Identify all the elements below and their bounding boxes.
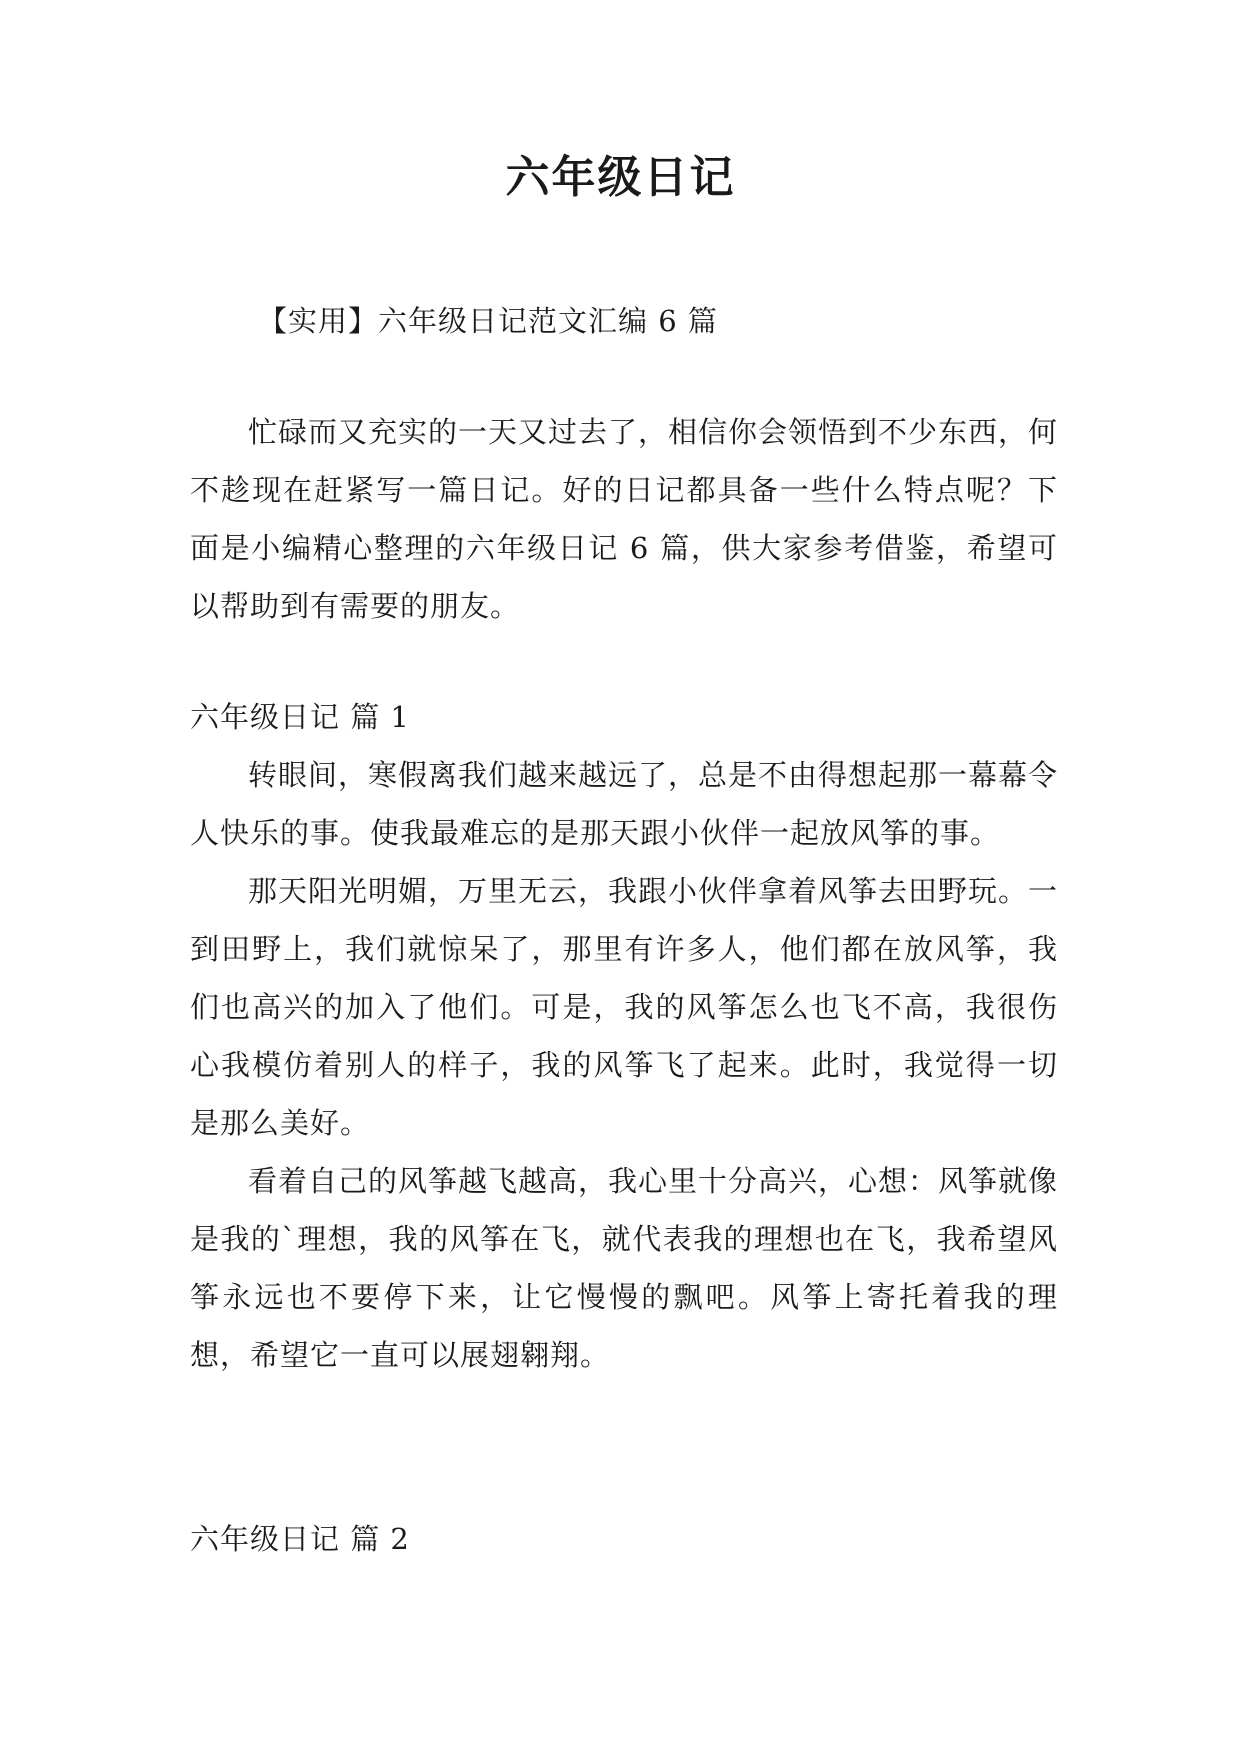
section-1-paragraph-3: 看着自己的风筝越飞越高，我心里十分高兴，心想：风筝就像是我的`理想，我的风筝在飞，就代表我的理想也在飞，我希望风筝永远也不要停下来，让它慢慢的飘吧。风筝上寄托着我的理想，希望它一直可以展翅翱翔。 bbox=[190, 1164, 1059, 1372]
document-subtitle: 【实用】六年级日记范文汇编 6 篇 bbox=[258, 304, 718, 338]
section-1-paragraph-1: 转眼间，寒假离我们越来越远了，总是不由得想起那一幕幕令人快乐的事。使我最难忘的是那天跟小伙伴一起放风筝的事。 bbox=[190, 758, 1059, 850]
section-heading-1: 六年级日记 篇 1 bbox=[190, 700, 410, 734]
intro-paragraph: 忙碌而又充实的一天又过去了，相信你会领悟到不少东西，何不趁现在赶紧写一篇日记。好的日记都具备一些什么特点呢？下面是小编精心整理的六年级日记 6 篇，供大家参考借鉴，希望可以帮助到有需要的朋友。 bbox=[190, 415, 1059, 623]
intro-section bbox=[190, 403, 1058, 635]
section-1-paragraph-2: 那天阳光明媚，万里无云，我跟小伙伴拿着风筝去田野玩。一到田野上，我们就惊呆了，那里有许多人，他们都在放风筝，我们也高兴的加入了他们。可是，我的风筝怎么也飞不高，我很伤心我模仿着别人的样子，我的风筝飞了起来。此时，我觉得一切是那么美好。 bbox=[190, 874, 1059, 1140]
diary-section-2 bbox=[190, 1510, 1058, 1568]
document-title: 六年级日记 bbox=[505, 152, 736, 203]
section-heading-2: 六年级日记 篇 2 bbox=[190, 1522, 410, 1556]
diary-section-1 bbox=[190, 688, 1058, 1384]
